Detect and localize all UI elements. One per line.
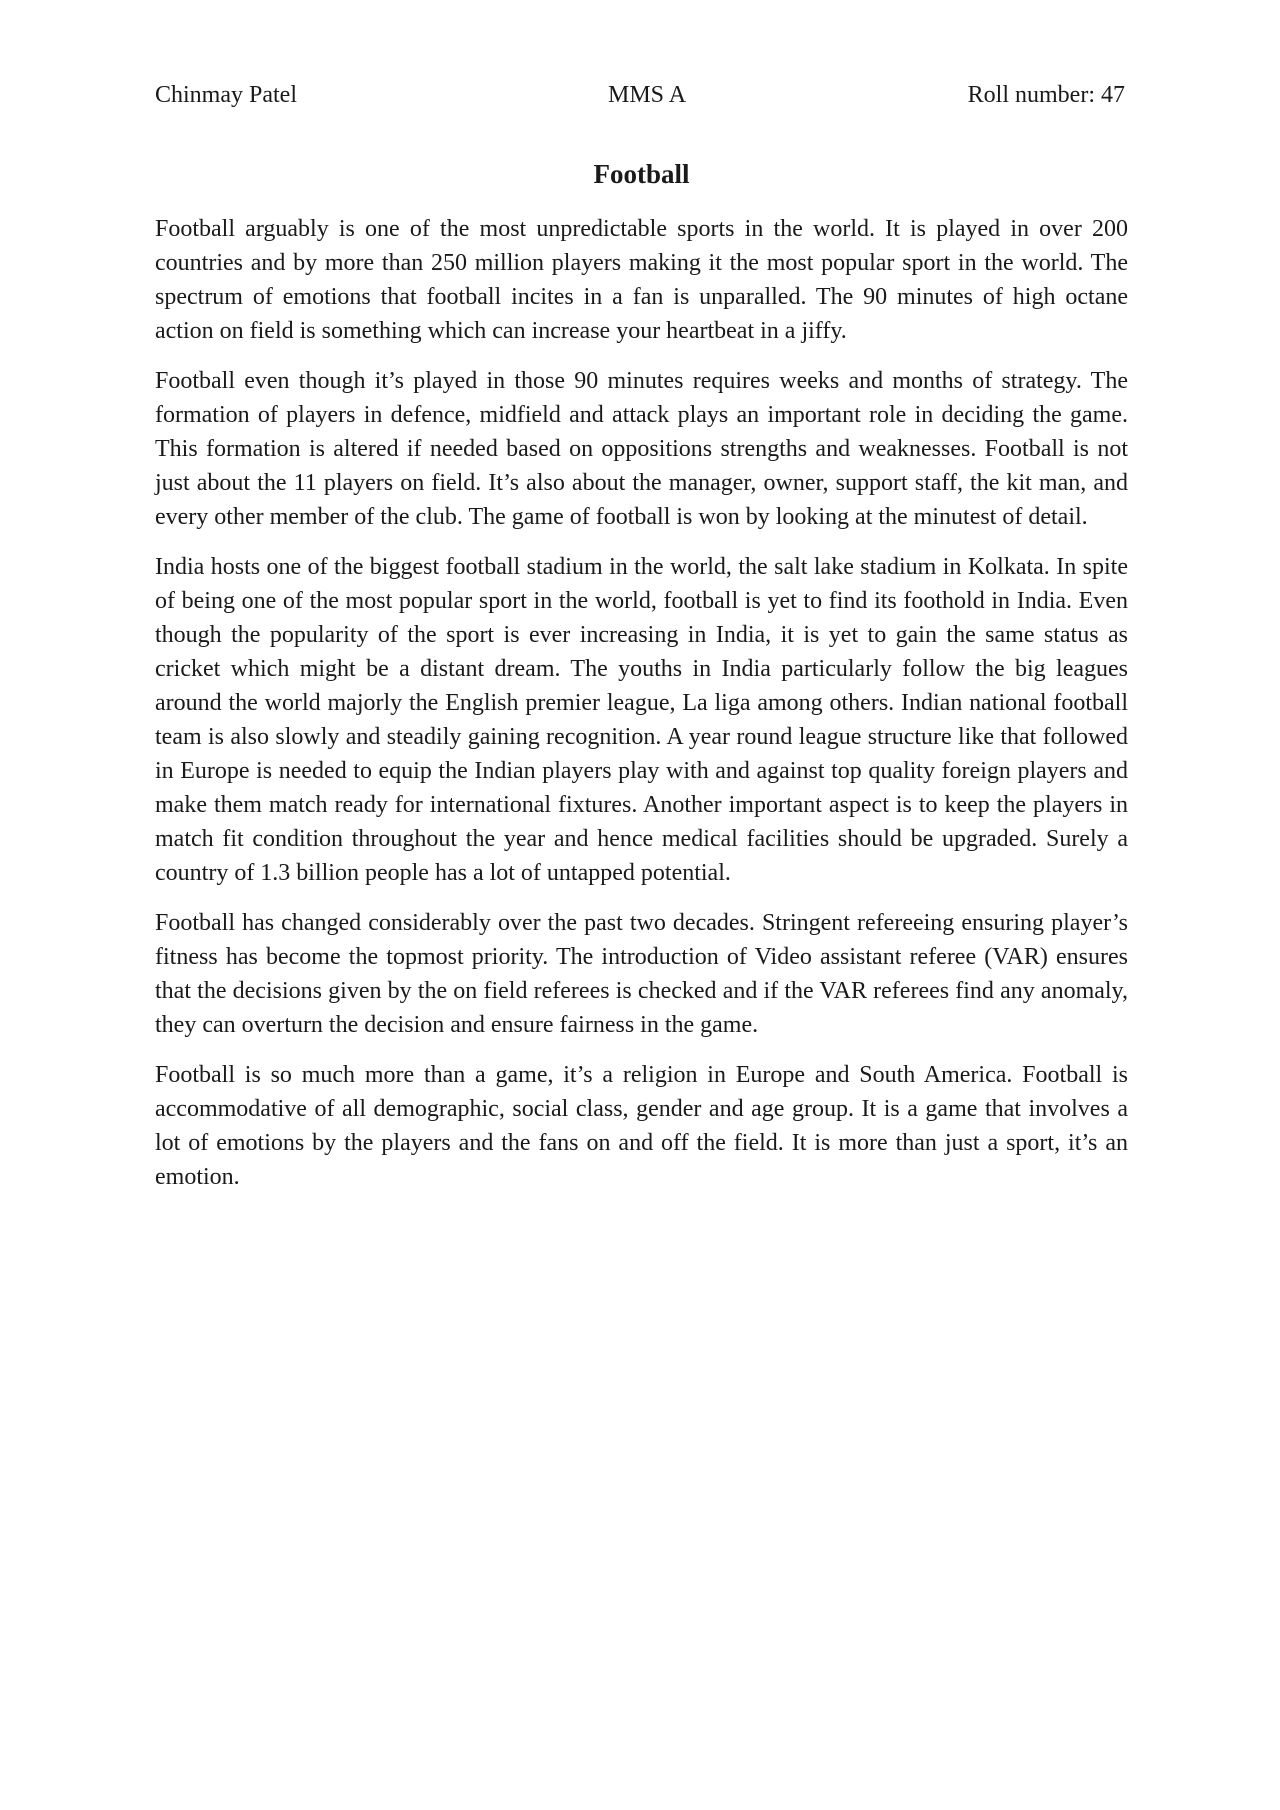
- author-name: Chinmay Patel: [155, 82, 297, 108]
- paragraph-5: Football is so much more than a game, it’s a religion in Europe and South America. Football is accommodative of all demographic, social class, gender and age group. It is a game that involves a lot of emotions by the players and the fans on and off the field. It is more than just a sport, it’s an emotion.: [155, 1062, 1128, 1190]
- paragraph-4: Football has changed considerably over the past two decades. Stringent refereeing ensuring player’s fitness has become the topmost priority. The introduction of Video assistant referee (VAR) ensures that the decisions given by the on field referees is checked and if the VAR referees find any anomaly, they can overturn the decision and ensure fairness in the game.: [155, 910, 1128, 1038]
- paragraph-1: Football arguably is one of the most unpredictable sports in the world. It is played in over 200 countries and by more than 250 million players making it the most popular sport in the world. The spectrum of emotions that football incites in a fan is unparalled. The 90 minutes of high octane action on field is something which can increase your heartbeat in a jiffy.: [155, 216, 1128, 344]
- document-title: Football: [593, 159, 690, 189]
- paragraph-3: India hosts one of the biggest football stadium in the world, the salt lake stadium in Kolkata. In spite of being one of the most popular sport in the world, football is yet to find its foothold in India. Even though the popularity of the sport is ever increasing in India, it is yet to gain the same status as cricket which might be a distant dream. The youths in India particularly follow the big leagues around the world majorly the English premier league, La liga among others. Indian national football team is also slowly and steadily gaining recognition. A year round league structure like that followed in Europe is needed to equip the Indian players play with and against top quality foreign players and make them match ready for international fixtures. Another important aspect is to keep the players in match fit condition throughout the year and hence medical facilities should be upgraded. Surely a country of 1.3 billion people has a lot of untapped potential.: [155, 554, 1128, 886]
- paragraph-2: Football even though it’s played in those 90 minutes requires weeks and months of strategy. The formation of players in defence, midfield and attack plays an important role in deciding the game. This formation is altered if needed based on oppositions strengths and weaknesses. Football is not just about the 11 players on field. It’s also about the manager, owner, support staff, the kit man, and every other member of the club. The game of football is won by looking at the minutest of detail.: [155, 368, 1128, 530]
- roll-number: Roll number: 47: [967, 82, 1125, 108]
- class-label: MMS A: [608, 82, 687, 108]
- document-body: [155, 212, 1128, 1210]
- page-header: [155, 78, 1125, 112]
